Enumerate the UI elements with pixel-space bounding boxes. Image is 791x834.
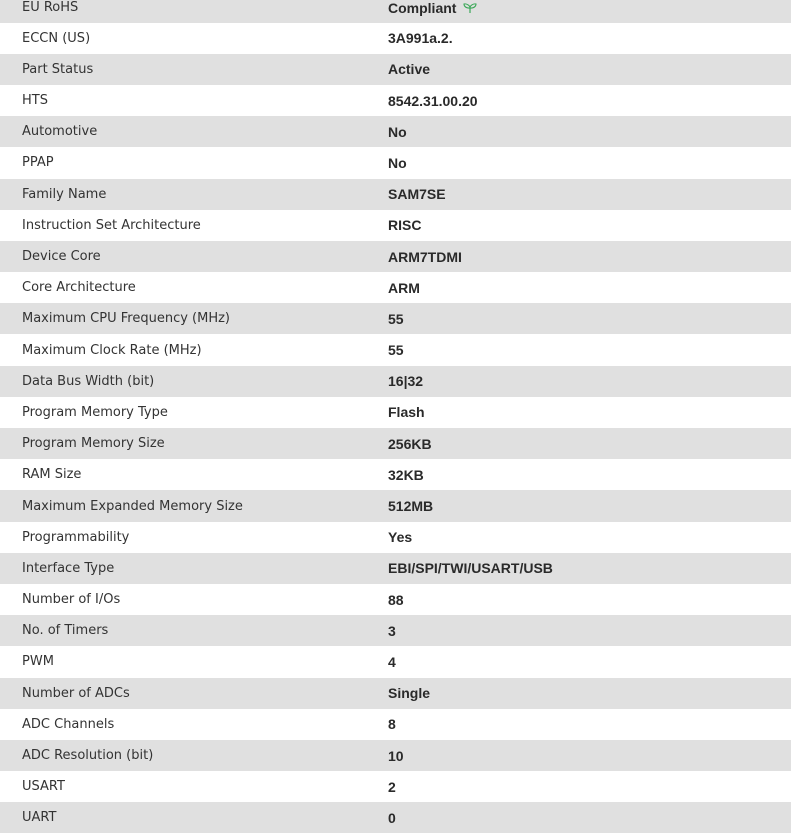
spec-value: Compliant xyxy=(388,0,457,16)
leaf-icon xyxy=(463,2,477,14)
spec-value: 10 xyxy=(388,747,404,764)
spec-row-data-bus-width xyxy=(0,366,791,397)
spec-row-programmability xyxy=(0,522,791,553)
spec-value: ARM7TDMI xyxy=(388,248,462,265)
spec-value: 16|32 xyxy=(388,373,424,390)
spec-row-eccn xyxy=(0,23,791,54)
spec-row-core-architecture xyxy=(0,272,791,303)
spec-row-family-name xyxy=(0,179,791,210)
spec-value-wrapper xyxy=(388,0,791,16)
spec-row-max-expanded-memory xyxy=(0,490,791,521)
spec-label: RAM Size xyxy=(22,467,82,483)
spec-value: EBI/SPI/TWI/USART/USB xyxy=(388,560,553,577)
spec-label: HTS xyxy=(22,93,48,109)
spec-value: 55 xyxy=(388,310,404,327)
spec-row-device-core xyxy=(0,241,791,272)
spec-label: Core Architecture xyxy=(22,280,136,296)
spec-value: Flash xyxy=(388,404,425,421)
spec-label: Data Bus Width (bit) xyxy=(22,373,155,389)
spec-label: EU RoHS xyxy=(22,0,79,16)
spec-label: Maximum Clock Rate (MHz) xyxy=(22,342,202,358)
spec-row-uart xyxy=(0,802,791,833)
spec-row-isa xyxy=(0,210,791,241)
spec-value: 256KB xyxy=(388,435,432,452)
spec-label: Number of ADCs xyxy=(22,685,130,701)
spec-row-max-clock-rate xyxy=(0,334,791,365)
spec-value: No xyxy=(388,123,407,140)
spec-row-interface-type xyxy=(0,553,791,584)
spec-value: 3A991a.2. xyxy=(388,30,453,47)
spec-value: No xyxy=(388,154,407,171)
spec-row-adc-resolution xyxy=(0,740,791,771)
spec-row-number-of-ios xyxy=(0,584,791,615)
spec-label: ADC Channels xyxy=(22,716,115,732)
spec-value: 55 xyxy=(388,342,404,359)
spec-row-ppap xyxy=(0,147,791,178)
spec-value: ARM xyxy=(388,279,420,296)
spec-value: RISC xyxy=(388,217,422,234)
spec-label: ECCN (US) xyxy=(22,30,91,46)
spec-label: No. of Timers xyxy=(22,623,109,639)
spec-label: Automotive xyxy=(22,124,98,140)
spec-value: Active xyxy=(388,61,431,78)
spec-label: UART xyxy=(22,810,57,826)
spec-row-number-of-adcs xyxy=(0,678,791,709)
spec-row-adc-channels xyxy=(0,709,791,740)
spec-label: PWM xyxy=(22,654,54,670)
spec-value: SAM7SE xyxy=(388,186,446,203)
spec-label: Family Name xyxy=(22,186,107,202)
spec-row-hts xyxy=(0,85,791,116)
spec-label: Number of I/Os xyxy=(22,592,121,608)
spec-label: USART xyxy=(22,779,65,795)
spec-label: Interface Type xyxy=(22,560,115,576)
spec-row-program-memory-type xyxy=(0,397,791,428)
spec-value: 4 xyxy=(388,653,396,670)
spec-value: 8542.31.00.20 xyxy=(388,92,478,109)
spec-row-ram-size xyxy=(0,459,791,490)
spec-value: 88 xyxy=(388,591,404,608)
spec-row-pwm xyxy=(0,646,791,677)
spec-row-eu-rohs xyxy=(0,0,791,23)
spec-value: 512MB xyxy=(388,498,434,514)
spec-label: Program Memory Type xyxy=(22,404,168,420)
spec-value: 8 xyxy=(388,716,396,733)
spec-row-program-memory-size xyxy=(0,428,791,459)
spec-label: ADC Resolution (bit) xyxy=(22,748,154,763)
spec-row-timers xyxy=(0,615,791,646)
spec-label: Programmability xyxy=(22,529,130,545)
spec-value: 2 xyxy=(388,778,396,795)
spec-label: Maximum CPU Frequency (MHz) xyxy=(22,311,230,327)
spec-row-part-status xyxy=(0,54,791,85)
spec-label: Instruction Set Architecture xyxy=(22,217,201,233)
spec-row-automotive xyxy=(0,116,791,147)
spec-value: Single xyxy=(388,685,431,702)
spec-value: 0 xyxy=(388,809,396,826)
spec-value: Yes xyxy=(388,529,413,546)
spec-row-usart xyxy=(0,771,791,802)
spec-row-max-cpu-frequency xyxy=(0,303,791,334)
spec-label: Program Memory Size xyxy=(22,436,165,452)
spec-label: Maximum Expanded Memory Size xyxy=(22,498,243,514)
spec-value: 3 xyxy=(388,622,396,639)
spec-value: 32KB xyxy=(388,466,424,483)
spec-label: PPAP xyxy=(22,155,54,171)
spec-label: Device Core xyxy=(22,249,101,264)
spec-label: Part Status xyxy=(22,61,94,77)
